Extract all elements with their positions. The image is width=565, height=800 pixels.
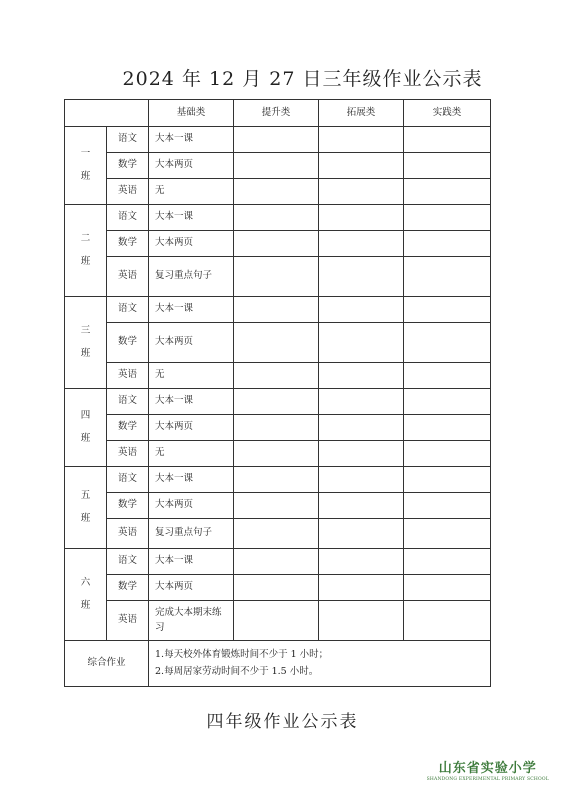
subject-cell: 英语 <box>107 519 149 549</box>
extend-homework-cell <box>319 549 404 575</box>
practice-homework-cell <box>404 363 491 389</box>
improve-homework-cell <box>234 323 319 363</box>
class-label <box>65 127 107 205</box>
improve-homework-cell <box>234 153 319 179</box>
table-row <box>65 493 491 519</box>
class-label-bottom: 班 <box>80 599 91 611</box>
improve-homework-cell <box>234 493 319 519</box>
class-label <box>65 205 107 297</box>
subject-cell: 语文 <box>107 127 149 153</box>
header-basic: 基础类 <box>149 100 234 127</box>
combined-note-2: 2.每周居家劳动时间不少于 1.5 小时。 <box>155 665 319 677</box>
table-row <box>65 575 491 601</box>
basic-homework-cell: 无 <box>149 363 234 389</box>
table-row <box>65 153 491 179</box>
school-logo-cn: 山东省实验小学 <box>438 761 537 776</box>
page-title: 2024 年 12 月 27 日三年级作业公示表 <box>122 68 483 90</box>
header-improve: 提升类 <box>234 100 319 127</box>
combined-notes <box>149 641 491 687</box>
combined-note-1: 1.每天校外体育锻炼时间不少于 1 小时； <box>155 648 329 660</box>
basic-homework-cell: 复习重点句子 <box>149 519 234 549</box>
basic-homework-cell: 大本两页 <box>149 323 234 363</box>
class-label-top: 六 <box>80 576 91 588</box>
class-label <box>65 389 107 467</box>
extend-homework-cell <box>319 441 404 467</box>
extend-homework-cell <box>319 363 404 389</box>
school-logo <box>427 757 549 782</box>
subject-cell: 英语 <box>107 601 149 641</box>
subject-cell: 数学 <box>107 575 149 601</box>
extend-homework-cell <box>319 231 404 257</box>
extend-homework-cell <box>319 127 404 153</box>
table-row <box>65 205 491 231</box>
subject-cell: 英语 <box>107 179 149 205</box>
class-label-bottom: 班 <box>80 347 91 359</box>
improve-homework-cell <box>234 257 319 297</box>
improve-homework-cell <box>234 519 319 549</box>
extend-homework-cell <box>319 467 404 493</box>
table-row <box>65 323 491 363</box>
basic-homework-cell: 大本一课 <box>149 389 234 415</box>
table-header-row <box>65 100 491 127</box>
subject-cell: 数学 <box>107 231 149 257</box>
class-label <box>65 467 107 549</box>
practice-homework-cell <box>404 519 491 549</box>
header-extend: 拓展类 <box>319 100 404 127</box>
practice-homework-cell <box>404 549 491 575</box>
table-row <box>65 415 491 441</box>
basic-homework-cell: 大本一课 <box>149 549 234 575</box>
class-label-top: 三 <box>80 324 91 336</box>
school-logo-en: SHANDONG EXPERIMENTAL PRIMARY SCHOOL <box>426 777 549 782</box>
extend-homework-cell <box>319 205 404 231</box>
extend-homework-cell <box>319 179 404 205</box>
practice-homework-cell <box>404 389 491 415</box>
practice-homework-cell <box>404 153 491 179</box>
improve-homework-cell <box>234 549 319 575</box>
extend-homework-cell <box>319 519 404 549</box>
table-row <box>65 179 491 205</box>
improve-homework-cell <box>234 441 319 467</box>
table-row <box>65 549 491 575</box>
extend-homework-cell <box>319 389 404 415</box>
basic-homework-cell: 无 <box>149 441 234 467</box>
basic-homework-cell: 大本一课 <box>149 467 234 493</box>
basic-homework-cell: 大本两页 <box>149 231 234 257</box>
basic-homework-cell: 大本两页 <box>149 415 234 441</box>
improve-homework-cell <box>234 575 319 601</box>
class-label-top: 四 <box>80 409 91 421</box>
extend-homework-cell <box>319 601 404 641</box>
improve-homework-cell <box>234 231 319 257</box>
class-label-bottom: 班 <box>80 512 91 524</box>
practice-homework-cell <box>404 493 491 519</box>
table-row <box>65 363 491 389</box>
class-label-top: 二 <box>80 232 91 244</box>
improve-homework-cell <box>234 415 319 441</box>
practice-homework-cell <box>404 205 491 231</box>
subject-cell: 数学 <box>107 493 149 519</box>
practice-homework-cell <box>404 127 491 153</box>
practice-homework-cell <box>404 467 491 493</box>
table-row <box>65 257 491 297</box>
extend-homework-cell <box>319 297 404 323</box>
improve-homework-cell <box>234 467 319 493</box>
basic-homework-cell: 大本一课 <box>149 127 234 153</box>
practice-homework-cell <box>404 231 491 257</box>
practice-homework-cell <box>404 179 491 205</box>
class-label-bottom: 班 <box>80 255 91 267</box>
table-body <box>65 127 491 641</box>
improve-homework-cell <box>234 297 319 323</box>
improve-homework-cell <box>234 127 319 153</box>
class-label-bottom: 班 <box>80 170 91 182</box>
subject-cell: 语文 <box>107 467 149 493</box>
basic-homework-cell: 大本两页 <box>149 493 234 519</box>
practice-homework-cell <box>404 257 491 297</box>
table-row <box>65 441 491 467</box>
subject-cell: 英语 <box>107 441 149 467</box>
practice-homework-cell <box>404 323 491 363</box>
table-row <box>65 467 491 493</box>
extend-homework-cell <box>319 153 404 179</box>
improve-homework-cell <box>234 601 319 641</box>
improve-homework-cell <box>234 205 319 231</box>
practice-homework-cell <box>404 601 491 641</box>
subject-cell: 数学 <box>107 323 149 363</box>
extend-homework-cell <box>319 493 404 519</box>
subject-cell: 英语 <box>107 363 149 389</box>
practice-homework-cell <box>404 575 491 601</box>
header-practice: 实践类 <box>404 100 491 127</box>
next-section-title: 四年级作业公示表 <box>206 712 359 732</box>
class-label-top: 五 <box>80 489 91 501</box>
table-row <box>65 389 491 415</box>
subject-cell: 语文 <box>107 389 149 415</box>
practice-homework-cell <box>404 441 491 467</box>
class-label <box>65 297 107 389</box>
homework-table <box>64 99 491 687</box>
improve-homework-cell <box>234 389 319 415</box>
table-row <box>65 519 491 549</box>
basic-homework-cell: 大本一课 <box>149 297 234 323</box>
combined-homework-row <box>65 641 491 687</box>
extend-homework-cell <box>319 575 404 601</box>
combined-label: 综合作业 <box>65 641 149 687</box>
practice-homework-cell <box>404 297 491 323</box>
basic-homework-cell: 无 <box>149 179 234 205</box>
extend-homework-cell <box>319 323 404 363</box>
basic-homework-cell: 完成大本期末练习 <box>149 601 234 641</box>
class-label-top: 一 <box>80 147 91 159</box>
header-corner-cell <box>65 100 149 127</box>
improve-homework-cell <box>234 363 319 389</box>
subject-cell: 数学 <box>107 153 149 179</box>
subject-cell: 语文 <box>107 297 149 323</box>
subject-cell: 语文 <box>107 205 149 231</box>
table-row <box>65 601 491 641</box>
class-label-bottom: 班 <box>80 432 91 444</box>
practice-homework-cell <box>404 415 491 441</box>
subject-cell: 英语 <box>107 257 149 297</box>
table-row <box>65 297 491 323</box>
extend-homework-cell <box>319 415 404 441</box>
table-row <box>65 231 491 257</box>
subject-cell: 语文 <box>107 549 149 575</box>
subject-cell: 数学 <box>107 415 149 441</box>
basic-homework-cell: 大本两页 <box>149 575 234 601</box>
improve-homework-cell <box>234 179 319 205</box>
basic-homework-cell: 大本一课 <box>149 205 234 231</box>
basic-homework-cell: 大本两页 <box>149 153 234 179</box>
basic-homework-cell: 复习重点句子 <box>149 257 234 297</box>
table-row <box>65 127 491 153</box>
class-label <box>65 549 107 641</box>
extend-homework-cell <box>319 257 404 297</box>
